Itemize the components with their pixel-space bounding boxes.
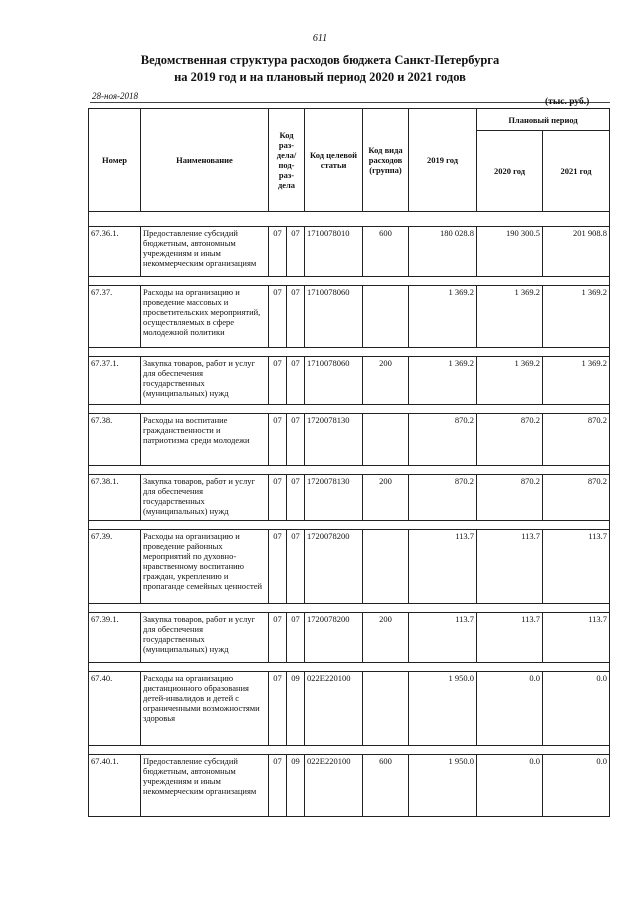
row-target-code: 1720078130 [305, 475, 363, 521]
table-row [89, 613, 610, 663]
row-value-2021: 0.0 [543, 755, 610, 817]
header-2020: 2020 год [477, 131, 543, 212]
row-value-2021: 0.0 [543, 672, 610, 746]
row-section-code: 07 [269, 357, 287, 405]
row-section-code: 07 [269, 414, 287, 466]
row-subsection-code: 07 [287, 475, 305, 521]
row-name: Закупка товаров, работ и услуг для обеспечения государственных (муниципальных) нужд [141, 475, 269, 521]
row-section-code: 07 [269, 227, 287, 277]
row-number: 67.37.1. [89, 357, 141, 405]
row-value-2021: 1 369.2 [543, 357, 610, 405]
row-separator [89, 466, 610, 475]
row-section-code: 07 [269, 475, 287, 521]
header-rule [90, 102, 610, 103]
row-number: 67.38.1. [89, 475, 141, 521]
table-row [89, 475, 610, 521]
row-target-code: 1720078130 [305, 414, 363, 466]
table-row [89, 530, 610, 604]
row-value-2019: 113.7 [409, 613, 477, 663]
row-separator [89, 277, 610, 286]
row-expense-type: 600 [363, 755, 409, 817]
table-body [89, 227, 610, 817]
row-value-2019: 1 950.0 [409, 672, 477, 746]
row-expense-type: 200 [363, 475, 409, 521]
header-number: Номер [89, 109, 141, 212]
row-section-code: 07 [269, 755, 287, 817]
row-number: 67.36.1. [89, 227, 141, 277]
row-number: 67.40. [89, 672, 141, 746]
row-target-code: 1710078060 [305, 286, 363, 348]
row-separator [89, 663, 610, 672]
row-target-code: 1720078200 [305, 613, 363, 663]
row-subsection-code: 07 [287, 613, 305, 663]
title-line-2: на 2019 год и на плановый период 2020 и 2021 годов [174, 70, 466, 84]
row-subsection-code: 07 [287, 227, 305, 277]
table-row [89, 357, 610, 405]
row-value-2021: 870.2 [543, 475, 610, 521]
row-section-code: 07 [269, 672, 287, 746]
row-name: Расходы на организацию и проведение районных мероприятий по духовно-нравственному воспитанию граждан, укреплению и пропаганде семейных ценностей [141, 530, 269, 604]
row-expense-type [363, 672, 409, 746]
row-subsection-code: 07 [287, 414, 305, 466]
row-number: 67.39. [89, 530, 141, 604]
row-section-code: 07 [269, 613, 287, 663]
header-2021: 2021 год [543, 131, 610, 212]
row-value-2019: 1 950.0 [409, 755, 477, 817]
row-subsection-code: 09 [287, 672, 305, 746]
row-expense-type: 600 [363, 227, 409, 277]
row-name: Предоставление субсидий бюджетным, автономным учреждениям и иным некоммерческим организациям [141, 227, 269, 277]
row-value-2021: 113.7 [543, 530, 610, 604]
row-expense-type [363, 530, 409, 604]
row-value-2021: 870.2 [543, 414, 610, 466]
row-subsection-code: 07 [287, 357, 305, 405]
row-separator [89, 521, 610, 530]
row-target-code: 1720078200 [305, 530, 363, 604]
row-value-2020: 0.0 [477, 755, 543, 817]
row-number: 67.38. [89, 414, 141, 466]
row-value-2019: 870.2 [409, 475, 477, 521]
row-value-2020: 190 300.5 [477, 227, 543, 277]
row-expense-type [363, 286, 409, 348]
row-target-code: 022E220100 [305, 755, 363, 817]
row-name: Расходы на организацию и проведение массовых и просветительских мероприятий, осуществляемых в сфере молодежной политики [141, 286, 269, 348]
header-target: Код целевой статьи [305, 109, 363, 212]
budget-table [88, 108, 610, 817]
row-number: 67.39.1. [89, 613, 141, 663]
row-value-2019: 180 028.8 [409, 227, 477, 277]
units-label: (тыс. руб.) [545, 97, 590, 107]
row-target-code: 1710078010 [305, 227, 363, 277]
row-value-2019: 1 369.2 [409, 286, 477, 348]
row-name: Расходы на организацию дистанционного образования детей-инвалидов и детей с ограниченными возможностями здоровья [141, 672, 269, 746]
row-value-2020: 870.2 [477, 475, 543, 521]
row-separator [89, 746, 610, 755]
row-value-2019: 113.7 [409, 530, 477, 604]
row-value-2020: 113.7 [477, 613, 543, 663]
row-value-2020: 0.0 [477, 672, 543, 746]
document-title [0, 52, 640, 86]
table-row [89, 227, 610, 277]
row-separator [89, 604, 610, 613]
row-value-2020: 870.2 [477, 414, 543, 466]
row-target-code: 1710078060 [305, 357, 363, 405]
row-value-2019: 1 369.2 [409, 357, 477, 405]
row-expense-type [363, 414, 409, 466]
header-planned-period: Плановый период [477, 109, 610, 131]
row-subsection-code: 09 [287, 755, 305, 817]
row-value-2020: 113.7 [477, 530, 543, 604]
table-row [89, 755, 610, 817]
page-number: 611 [312, 33, 328, 44]
row-value-2020: 1 369.2 [477, 286, 543, 348]
row-subsection-code: 07 [287, 286, 305, 348]
row-number: 67.37. [89, 286, 141, 348]
row-value-2021: 201 908.8 [543, 227, 610, 277]
row-separator [89, 405, 610, 414]
row-separator [89, 348, 610, 357]
header-2019: 2019 год [409, 109, 477, 212]
row-name: Предоставление субсидий бюджетным, автономным учреждениям и иным некоммерческим организациям [141, 755, 269, 817]
table-row [89, 286, 610, 348]
row-name: Закупка товаров, работ и услуг для обеспечения государственных (муниципальных) нужд [141, 357, 269, 405]
row-target-code: 022E220100 [305, 672, 363, 746]
table-row [89, 672, 610, 746]
row-value-2021: 1 369.2 [543, 286, 610, 348]
header-name: Наименование [141, 109, 269, 212]
table-row [89, 414, 610, 466]
row-expense-type: 200 [363, 613, 409, 663]
row-value-2020: 1 369.2 [477, 357, 543, 405]
header-expense-type: Код вида расходов (группа) [363, 109, 409, 212]
row-number: 67.40.1. [89, 755, 141, 817]
row-value-2019: 870.2 [409, 414, 477, 466]
header-section: Код раз- дела/ под- раз- дела [269, 109, 305, 212]
row-name: Расходы на воспитание гражданственности и патриотизма среди молодежи [141, 414, 269, 466]
header-spacer [89, 212, 610, 227]
document-date: 28-ноя-2018 [92, 91, 139, 101]
row-section-code: 07 [269, 530, 287, 604]
row-expense-type: 200 [363, 357, 409, 405]
table-header [89, 109, 610, 227]
row-value-2021: 113.7 [543, 613, 610, 663]
row-name: Закупка товаров, работ и услуг для обеспечения государственных (муниципальных) нужд [141, 613, 269, 663]
row-subsection-code: 07 [287, 530, 305, 604]
row-section-code: 07 [269, 286, 287, 348]
title-line-1: Ведомственная структура расходов бюджета Санкт-Петербурга [140, 53, 500, 67]
